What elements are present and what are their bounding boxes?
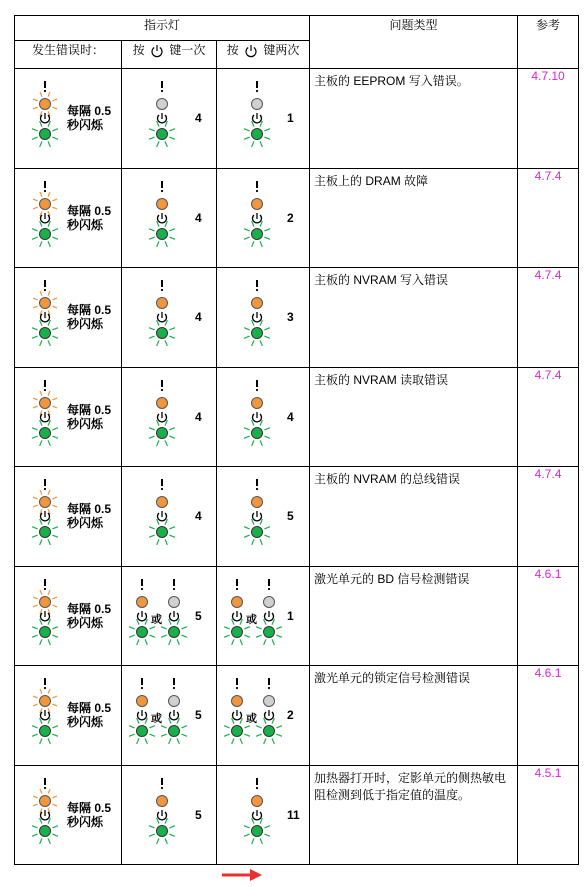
- blink-count: 4: [195, 310, 202, 324]
- reference-link[interactable]: 4.7.4: [518, 268, 579, 368]
- led-column: [149, 81, 175, 147]
- led-column: [32, 280, 58, 346]
- status-led-icon: [237, 776, 277, 851]
- blink-count: 3: [287, 310, 294, 324]
- blink-line-2: 秒闪烁: [67, 217, 104, 232]
- status-led-icon: [142, 278, 182, 353]
- press-once-cell: [122, 666, 217, 766]
- issue-cell: 主板的 EEPROM 写入错误。: [310, 69, 518, 169]
- reference-link[interactable]: 4.5.1: [518, 765, 579, 865]
- reference-link[interactable]: 4.7.4: [518, 367, 579, 467]
- press-once-cell: [122, 168, 217, 268]
- press-twice-cell: [217, 168, 310, 268]
- press-twice-cell: [217, 268, 310, 368]
- blink-interval-text: [67, 801, 111, 829]
- occurrence-cell: [15, 168, 122, 268]
- led-column: [32, 678, 58, 744]
- led-column: [161, 678, 187, 744]
- led-column: [32, 181, 58, 247]
- led-column: [32, 778, 58, 844]
- blink-line-2: 秒闪烁: [67, 615, 104, 630]
- press-once-cell: [122, 467, 217, 567]
- status-led-icon: [142, 477, 182, 552]
- blink-interval-text: [67, 303, 111, 331]
- or-label: 或: [246, 713, 257, 725]
- occurrence-cell: [15, 765, 122, 865]
- led-column: [244, 181, 270, 247]
- reference-link[interactable]: 4.7.4: [518, 467, 579, 567]
- reference-link[interactable]: 4.7.10: [518, 69, 579, 169]
- status-led-icon: [142, 179, 182, 254]
- blink-line-1: 每隔 0.5: [67, 601, 112, 616]
- blink-line-2: 秒闪烁: [67, 715, 104, 729]
- status-led-icon: [237, 79, 277, 154]
- blinking-led-icon: [25, 577, 65, 652]
- header-reference: 参考: [518, 16, 579, 69]
- blink-count: 5: [195, 608, 202, 623]
- press-twice-cell: [217, 666, 310, 766]
- blink-line-1: 每隔 0.5: [67, 701, 112, 715]
- blink-count: 5: [195, 708, 202, 722]
- issue-cell: 主板上的 DRAM 故障: [310, 168, 518, 268]
- blink-line-1: 每隔 0.5: [67, 800, 112, 815]
- led-column: [149, 181, 175, 247]
- blink-count: 1: [287, 111, 294, 125]
- blink-count: 2: [287, 210, 294, 225]
- led-column: [256, 579, 282, 645]
- blink-count: 4: [195, 210, 202, 225]
- header-press-once: [122, 41, 217, 69]
- blinking-led-icon: [25, 378, 65, 453]
- blink-line-2: 秒闪烁: [67, 416, 104, 431]
- press-prefix-twice: 按: [226, 43, 239, 57]
- table-row: [15, 69, 579, 169]
- blink-count: 5: [195, 807, 202, 822]
- blink-line-2: 秒闪烁: [67, 317, 104, 331]
- occurrence-cell: [15, 566, 122, 666]
- occurrence-cell: [15, 69, 122, 169]
- or-label: 或: [151, 613, 162, 626]
- blink-line-2: 秒闪烁: [67, 814, 104, 829]
- blink-interval-text: [67, 104, 111, 132]
- led-column: [244, 778, 270, 844]
- blink-interval-text: [67, 701, 111, 729]
- press-twice-cell: [217, 69, 310, 169]
- header-indicator: 指示灯: [15, 16, 310, 41]
- arrow-right-icon: [222, 868, 262, 882]
- led-column: [149, 380, 175, 446]
- occurrence-cell: [15, 367, 122, 467]
- status-led-icon: [142, 776, 182, 851]
- led-column: [161, 579, 187, 645]
- issue-cell: 加热器打开时，定影单元的侧热敏电阻检测到低于指定值的温度。: [310, 765, 518, 865]
- table-row: [15, 566, 579, 666]
- status-led-icon: [237, 477, 277, 552]
- blink-count: 4: [195, 509, 202, 523]
- led-column: [244, 280, 270, 346]
- blink-interval-text: [67, 204, 111, 232]
- blinking-led-icon: [25, 776, 65, 851]
- press-once-cell: [122, 367, 217, 467]
- blink-interval-text: [67, 502, 111, 530]
- led-column: [32, 479, 58, 545]
- status-led-icon: [237, 378, 277, 453]
- issue-cell: 激光单元的 BD 信号检测错误: [310, 566, 518, 666]
- header-press-twice: [217, 41, 310, 69]
- table-row: [15, 367, 579, 467]
- power-icon: [244, 44, 258, 58]
- blinking-led-icon: [25, 179, 65, 254]
- power-icon: [150, 44, 164, 58]
- reference-link[interactable]: 4.7.4: [518, 168, 579, 268]
- reference-link[interactable]: 4.6.1: [518, 566, 579, 666]
- status-led-icon: [142, 378, 182, 453]
- or-label: 或: [151, 713, 162, 725]
- led-column: [244, 479, 270, 545]
- issue-cell: 激光单元的锁定信号检测错误: [310, 666, 518, 766]
- blink-count: 4: [287, 409, 294, 424]
- led-column: [244, 81, 270, 147]
- status-led-icon: [237, 179, 277, 254]
- error-led-table: [14, 15, 579, 865]
- blink-line-1: 每隔 0.5: [67, 203, 112, 218]
- blink-count: 5: [287, 509, 294, 523]
- led-column: [149, 778, 175, 844]
- blink-line-1: 每隔 0.5: [67, 303, 112, 317]
- occurrence-cell: [15, 666, 122, 766]
- press-once-cell: [122, 268, 217, 368]
- header-issue-type: 问题类型: [310, 16, 518, 69]
- blink-count: 2: [287, 708, 294, 722]
- blinking-led-icon: [25, 79, 65, 154]
- led-column: [149, 479, 175, 545]
- press-prefix-once: 按: [132, 43, 145, 57]
- issue-cell: 主板的 NVRAM 读取错误: [310, 367, 518, 467]
- blinking-led-icon: [25, 477, 65, 552]
- blink-line-1: 每隔 0.5: [67, 502, 112, 516]
- press-once-label: 键一次: [169, 43, 206, 57]
- table-row: [15, 666, 579, 766]
- table-row: [15, 168, 579, 268]
- press-twice-label: 键两次: [263, 43, 300, 57]
- press-once-cell: [122, 765, 217, 865]
- issue-cell: 主板的 NVRAM 写入错误: [310, 268, 518, 368]
- table-row: [15, 268, 579, 368]
- table-row: [15, 765, 579, 865]
- blink-count: 4: [195, 409, 202, 424]
- press-twice-cell: [217, 765, 310, 865]
- issue-cell: 主板的 NVRAM 的总线错误: [310, 467, 518, 567]
- occurrence-cell: [15, 467, 122, 567]
- led-column: [149, 280, 175, 346]
- blink-count: 4: [195, 111, 202, 125]
- blink-line-2: 秒闪烁: [67, 118, 104, 132]
- blink-interval-text: [67, 403, 111, 431]
- blink-line-1: 每隔 0.5: [67, 402, 112, 417]
- led-column: [256, 678, 282, 744]
- reference-link[interactable]: 4.6.1: [518, 666, 579, 766]
- led-column: [32, 579, 58, 645]
- status-led-icon: [142, 79, 182, 154]
- press-twice-cell: [217, 367, 310, 467]
- table-row: [15, 467, 579, 567]
- blinking-led-icon: [25, 676, 65, 751]
- blink-count: 11: [287, 807, 300, 822]
- led-column: [32, 380, 58, 446]
- or-label: 或: [246, 613, 257, 626]
- blink-count: 1: [287, 608, 294, 623]
- press-once-cell: [122, 566, 217, 666]
- press-twice-cell: [217, 566, 310, 666]
- status-led-icon: [237, 278, 277, 353]
- blink-line-2: 秒闪烁: [67, 516, 104, 530]
- press-twice-cell: [217, 467, 310, 567]
- blink-line-1: 每隔 0.5: [67, 104, 112, 118]
- occurrence-cell: [15, 268, 122, 368]
- blink-interval-text: [67, 602, 111, 630]
- header-occurrence: 发生错误时：: [15, 41, 122, 69]
- led-column: [32, 81, 58, 147]
- press-once-cell: [122, 69, 217, 169]
- led-column: [244, 380, 270, 446]
- blinking-led-icon: [25, 278, 65, 353]
